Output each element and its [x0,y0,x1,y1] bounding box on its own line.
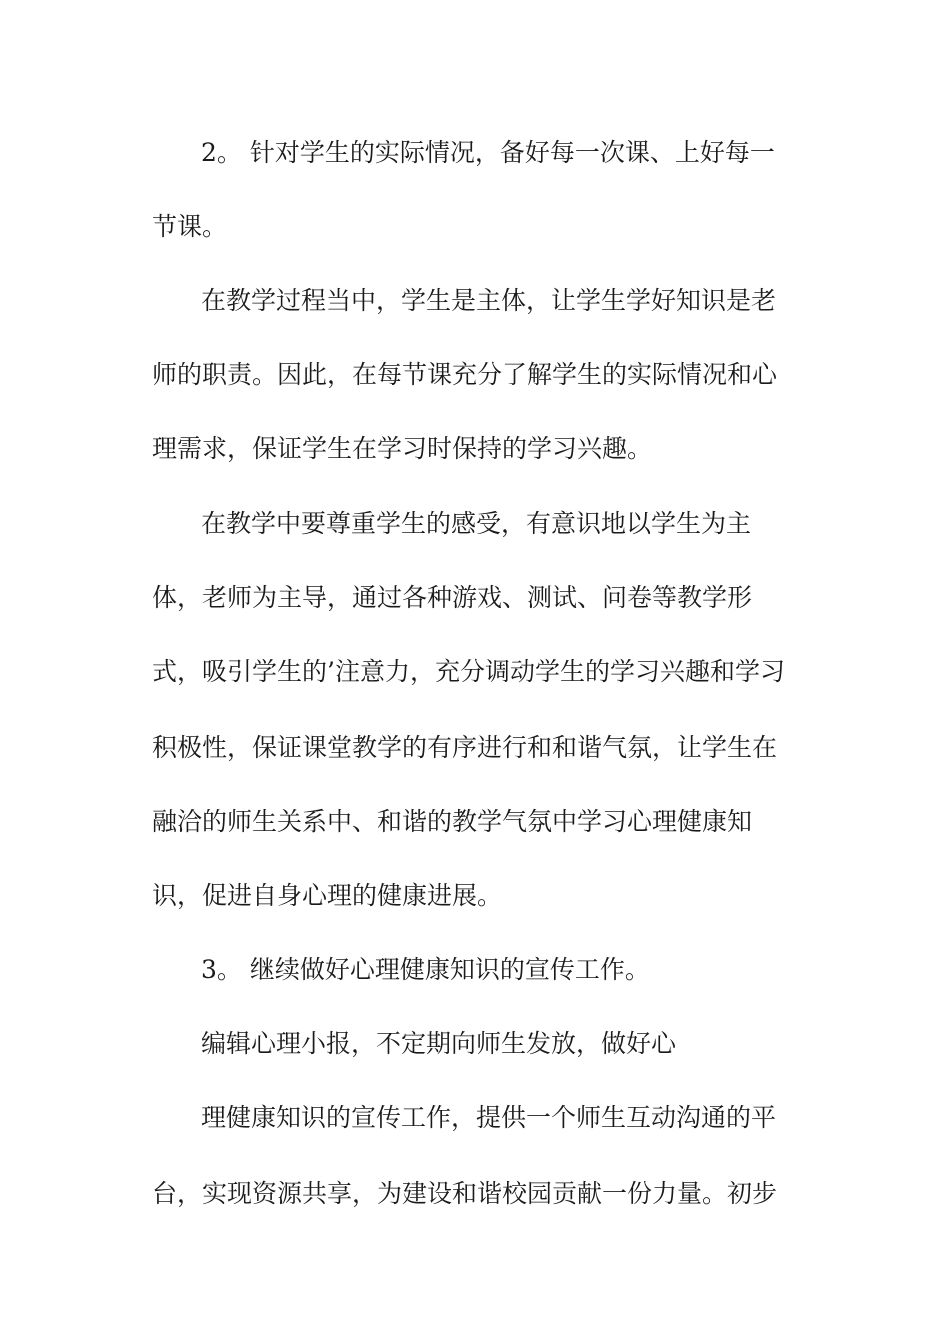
text-line-15: 台，实现资源共享，为建设和谐校园贡献一份力量。初步 [152,1179,778,1208]
text-line-5: 理需求，保证学生在学习时保持的学习兴趣。 [152,434,653,463]
text-line-14: 理健康知识的宣传工作，提供一个师生互动沟通的平 [201,1103,777,1132]
text-line-13: 编辑心理小报，不定期向师生发放，做好心 [201,1029,677,1058]
text-line-10: 融洽的师生关系中、和谐的教学气氛中学习心理健康知 [152,807,753,836]
text-line-7: 体，老师为主导，通过各种游戏、测试、问卷等教学形 [152,583,753,612]
text-line-9: 积极性，保证课堂教学的有序进行和和谐气氛，让学生在 [152,733,778,762]
text-line-6: 在教学中要尊重学生的感受，有意识地以学生为主 [201,509,752,538]
text-line-2: 节课。 [152,212,228,241]
text-line-3: 在教学过程当中，学生是主体，让学生学好知识是老 [201,286,777,315]
text-line-12: 3。 继续做好心理健康知识的宣传工作。 [201,955,650,984]
text-line-1: 2。 针对学生的实际情况，备好每一次课、上好每一 [201,138,775,167]
text-line-11: 识，促进自身心理的健康进展。 [152,881,503,910]
text-line-8: 式，吸引学生的’注意力，充分调动学生的学习兴趣和学习 [152,657,785,686]
text-line-4: 师的职责。因此，在每节课充分了解学生的实际情况和心 [152,360,778,389]
